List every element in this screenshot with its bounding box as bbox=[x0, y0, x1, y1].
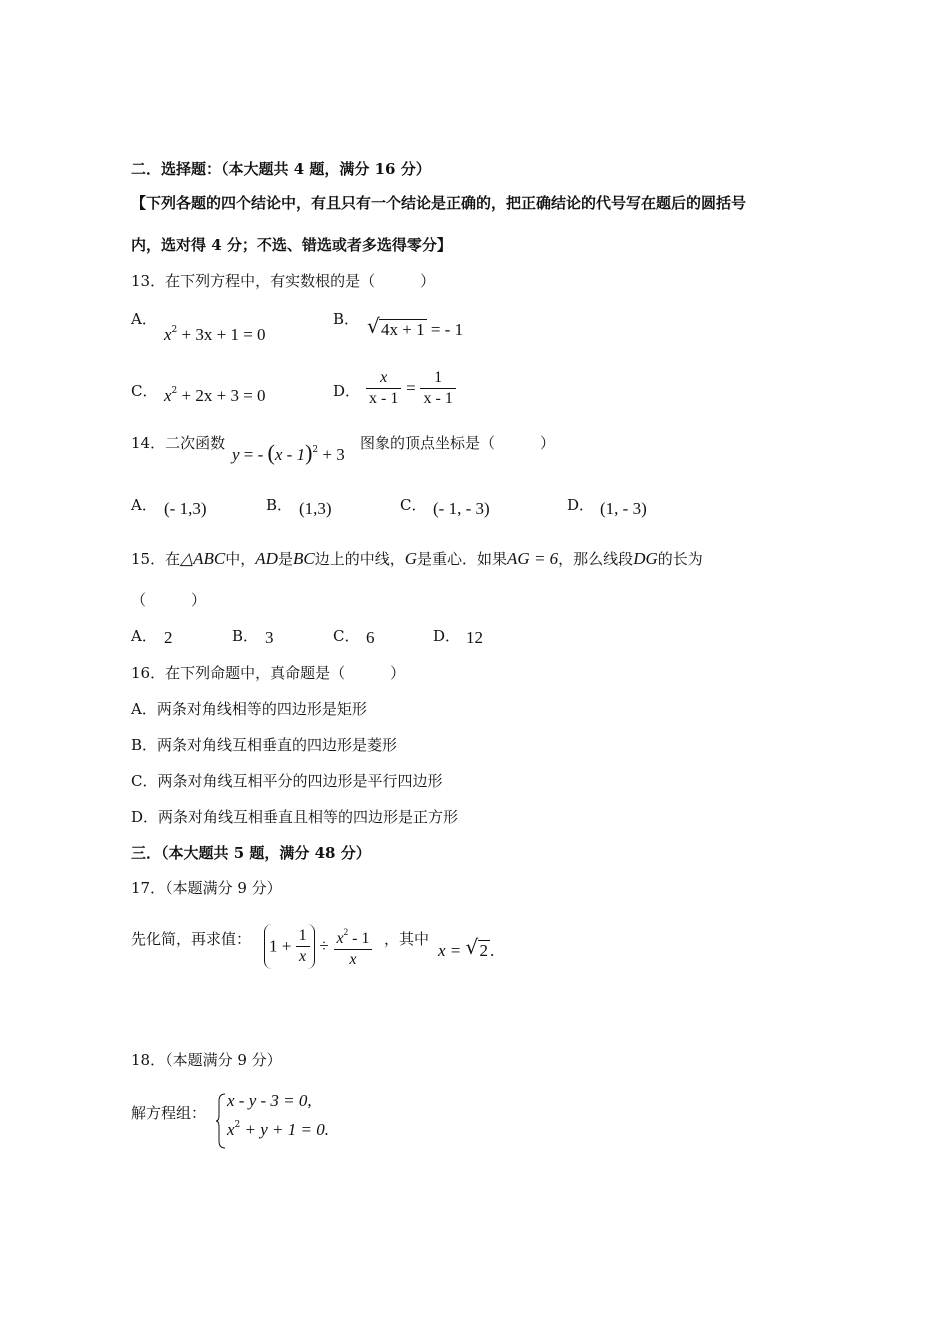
q15-option-c-value: 6 bbox=[366, 628, 375, 647]
fraction: $\frac{1}{x}$ bbox=[296, 926, 310, 967]
q15-option-b-label: B． bbox=[232, 627, 259, 645]
q15-option-a-value: 2 bbox=[164, 628, 173, 647]
q14-option-a-value: (- 1,3) bbox=[164, 499, 207, 518]
section2-instruction-line2: 内，选对得 4 分；不选、错选或者多选得零分】 bbox=[131, 236, 452, 254]
fraction: $\frac{x}{x - 1}$ bbox=[366, 368, 401, 409]
q14-option-d-value: (1, - 3) bbox=[600, 499, 647, 518]
q13-option-a-equation: $x^2 + 3x + 1 = 0$ bbox=[164, 325, 266, 344]
q15-stem: 15．在△ABC中，AD是BC边上的中线，G是重心．如果AG = 6，那么线段DG的长为 bbox=[131, 549, 703, 568]
q14-function-formula: y = - (x - 1)$^2$ + 3 bbox=[232, 440, 345, 465]
q13-option-d-label: D． bbox=[333, 382, 361, 400]
q13-option-d-equation: $\frac{x}{x - 1}$ = $\frac{1}{x - 1}$ bbox=[366, 368, 456, 409]
q16-stem: 16．在下列命题中，真命题是（ ） bbox=[131, 664, 406, 682]
q14-option-c-label: C． bbox=[400, 496, 427, 514]
q18-heading: 18．（本题满分 9 分） bbox=[131, 1051, 282, 1069]
q14-option-b-value: (1,3) bbox=[299, 499, 332, 518]
q16-option-c: C．两条对角线互相平分的四边形是平行四边形 bbox=[131, 772, 443, 790]
q13-option-c-equation: $x^2 + 2x + 3 = 0$ bbox=[164, 386, 266, 405]
section2-instruction-line1: 【下列各题的四个结论中，有且只有一个结论是正确的，把正确结论的代号写在题后的圆括号 bbox=[131, 194, 747, 212]
q17-heading: 17．（本题满分 9 分） bbox=[131, 879, 282, 897]
q13-option-a-label: A． bbox=[131, 310, 157, 328]
q14-stem-suffix: 图象的顶点坐标是（ ） bbox=[360, 434, 556, 452]
q14-stem-prefix: 14．二次函数 bbox=[131, 434, 226, 452]
q18-equation-1: x - y - 3 = 0, bbox=[227, 1091, 312, 1110]
q13-option-c-label: C． bbox=[131, 382, 158, 400]
q16-option-d: D．两条对角线互相垂直且相等的四边形是正方形 bbox=[131, 808, 459, 826]
q16-option-b: B．两条对角线互相垂直的四边形是菱形 bbox=[131, 736, 398, 754]
q17-expression: 1 + $\frac{1}{x}$ ÷ $\frac{x^2 - 1}{x}$ bbox=[264, 922, 372, 970]
q17-text: 先化简，再求值： bbox=[131, 930, 252, 948]
q13-option-b-equation: √ 4x + 1 = - 1 bbox=[367, 314, 464, 339]
q14-option-a-label: A． bbox=[131, 496, 157, 514]
sqrt-sign: √ 2 bbox=[465, 935, 489, 960]
q14-option-d-label: D． bbox=[567, 496, 595, 514]
q15-answer-paren: （ ） bbox=[131, 591, 207, 609]
q15-option-d-label: D． bbox=[433, 627, 461, 645]
fraction: $\frac{1}{x - 1}$ bbox=[420, 368, 455, 409]
section2-title: 二．选择题：（本大题共 4 题，满分 16 分） bbox=[131, 160, 431, 178]
left-brace-icon bbox=[216, 1093, 226, 1149]
q13-stem: 13．在下列方程中，有实数根的是（ ） bbox=[131, 272, 436, 290]
q16-option-a: A．两条对角线相等的四边形是矩形 bbox=[131, 700, 367, 718]
q17-x-value: x = √ 2 . bbox=[438, 935, 495, 960]
parenthesis-group: 1 + $\frac{1}{x}$ bbox=[264, 924, 315, 969]
q18-text: 解方程组： bbox=[131, 1104, 207, 1122]
q14-option-c-value: (- 1, - 3) bbox=[433, 499, 490, 518]
q13-option-b-label: B． bbox=[333, 310, 360, 328]
q15-option-d-value: 12 bbox=[466, 628, 483, 647]
sqrt-sign: √ 4x + 1 bbox=[367, 314, 425, 339]
q15-option-b-value: 3 bbox=[265, 628, 274, 647]
q15-option-c-label: C． bbox=[333, 627, 360, 645]
q15-option-a-label: A． bbox=[131, 627, 157, 645]
q17-mid-text: ，其中 bbox=[384, 930, 430, 948]
section3-title: 三．（本大题共 5 题，满分 48 分） bbox=[131, 844, 371, 862]
q14-option-b-label: B． bbox=[266, 496, 293, 514]
q18-equation-2: $x^2 + y + 1 = 0$. bbox=[227, 1120, 329, 1139]
fraction: $\frac{x^2 - 1}{x}$ bbox=[334, 922, 373, 970]
